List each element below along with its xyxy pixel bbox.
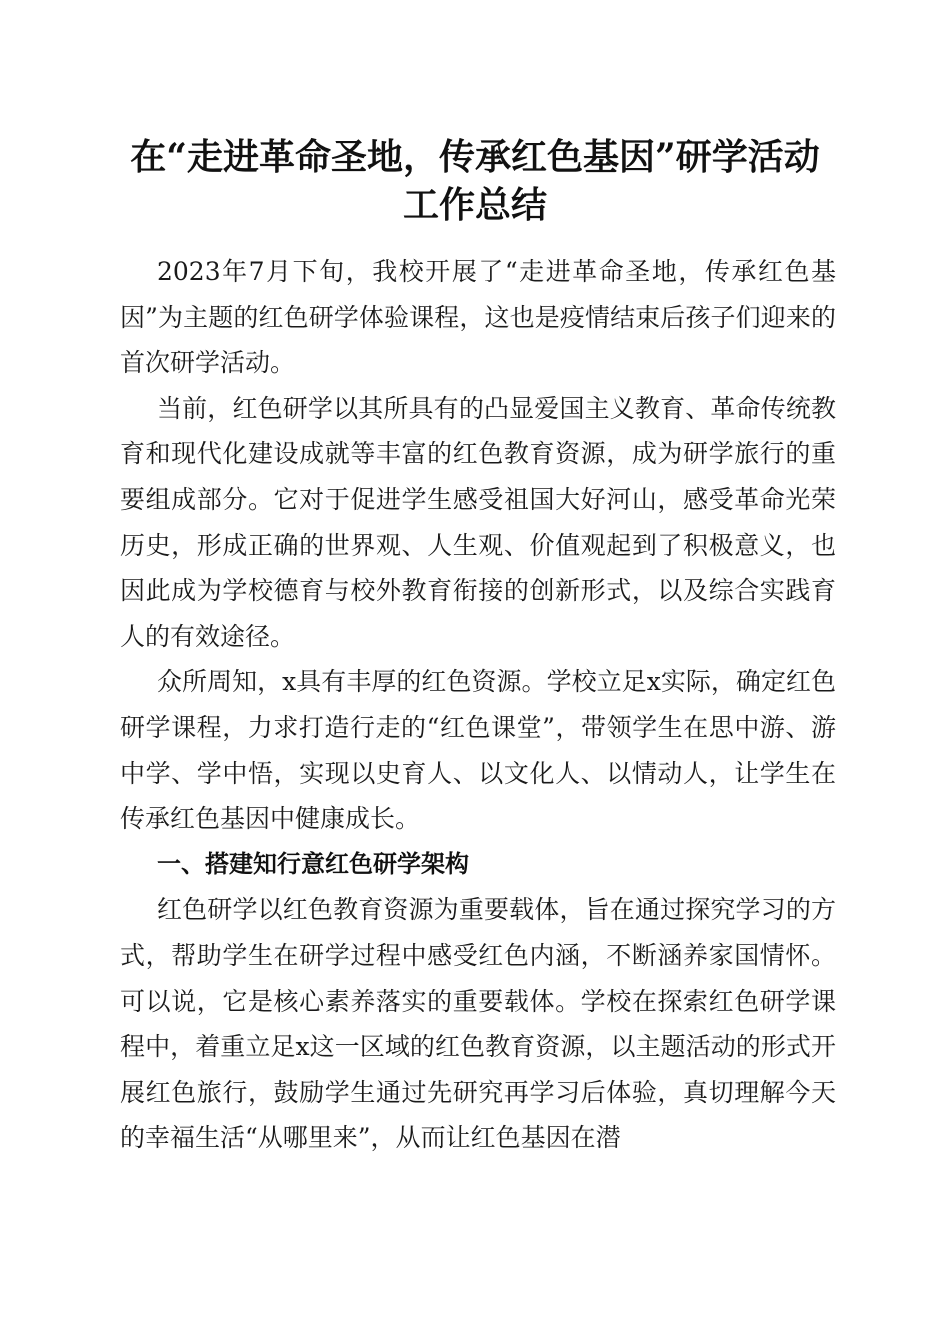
document-title [100, 133, 850, 229]
paragraph-background: 当前，红色研学以其所具有的凸显爱国主义教育、革命传统教育和现代化建设成就等丰富的红色教育资源，成为研学旅行的重要组成部分。它对于促进学生感受祖国大好河山，感受革命光荣历史，形成正确的世界观、人生观、价值观起到了积极意义，也因此成为学校德育与校外教育衔接的创新形式，以及综合实践育人的有效途径。 [120, 393, 836, 651]
section-heading-1: 一、搭建知行意红色研学架构 [157, 849, 469, 878]
title-line-1: 在“走进革命圣地，传承红色基因”研学活动 [130, 136, 820, 178]
document-body [120, 249, 836, 1161]
title-line-2: 工作总结 [402, 184, 547, 226]
paragraph-intro: 2023年7月下旬，我校开展了“走进革命圣地，传承红色基因”为主题的红色研学体验课程，这也是疫情结束后孩子们迎来的首次研学活动。 [120, 257, 836, 378]
paragraph-local-resources: 众所周知，x具有丰厚的红色资源。学校立足x实际，确定红色研学课程，力求打造行走的“红色课堂”，带领学生在思中游、游中学、学中悟，实现以史育人、以文化人、以情动人，让学生在传承红色基因中健康成长。 [120, 667, 836, 834]
paragraph-section-1: 红色研学以红色教育资源为重要载体，旨在通过探究学习的方式，帮助学生在研学过程中感受红色内涵，不断涵养家国情怀。可以说，它是核心素养落实的重要载体。学校在探索红色研学课程中，着重立足x这一区域的红色教育资源，以主题活动的形式开展红色旅行，鼓励学生通过先研究再学习后体验，真切理解今天的幸福生活“从哪里来”，从而让红色基因在潜 [120, 895, 836, 1153]
